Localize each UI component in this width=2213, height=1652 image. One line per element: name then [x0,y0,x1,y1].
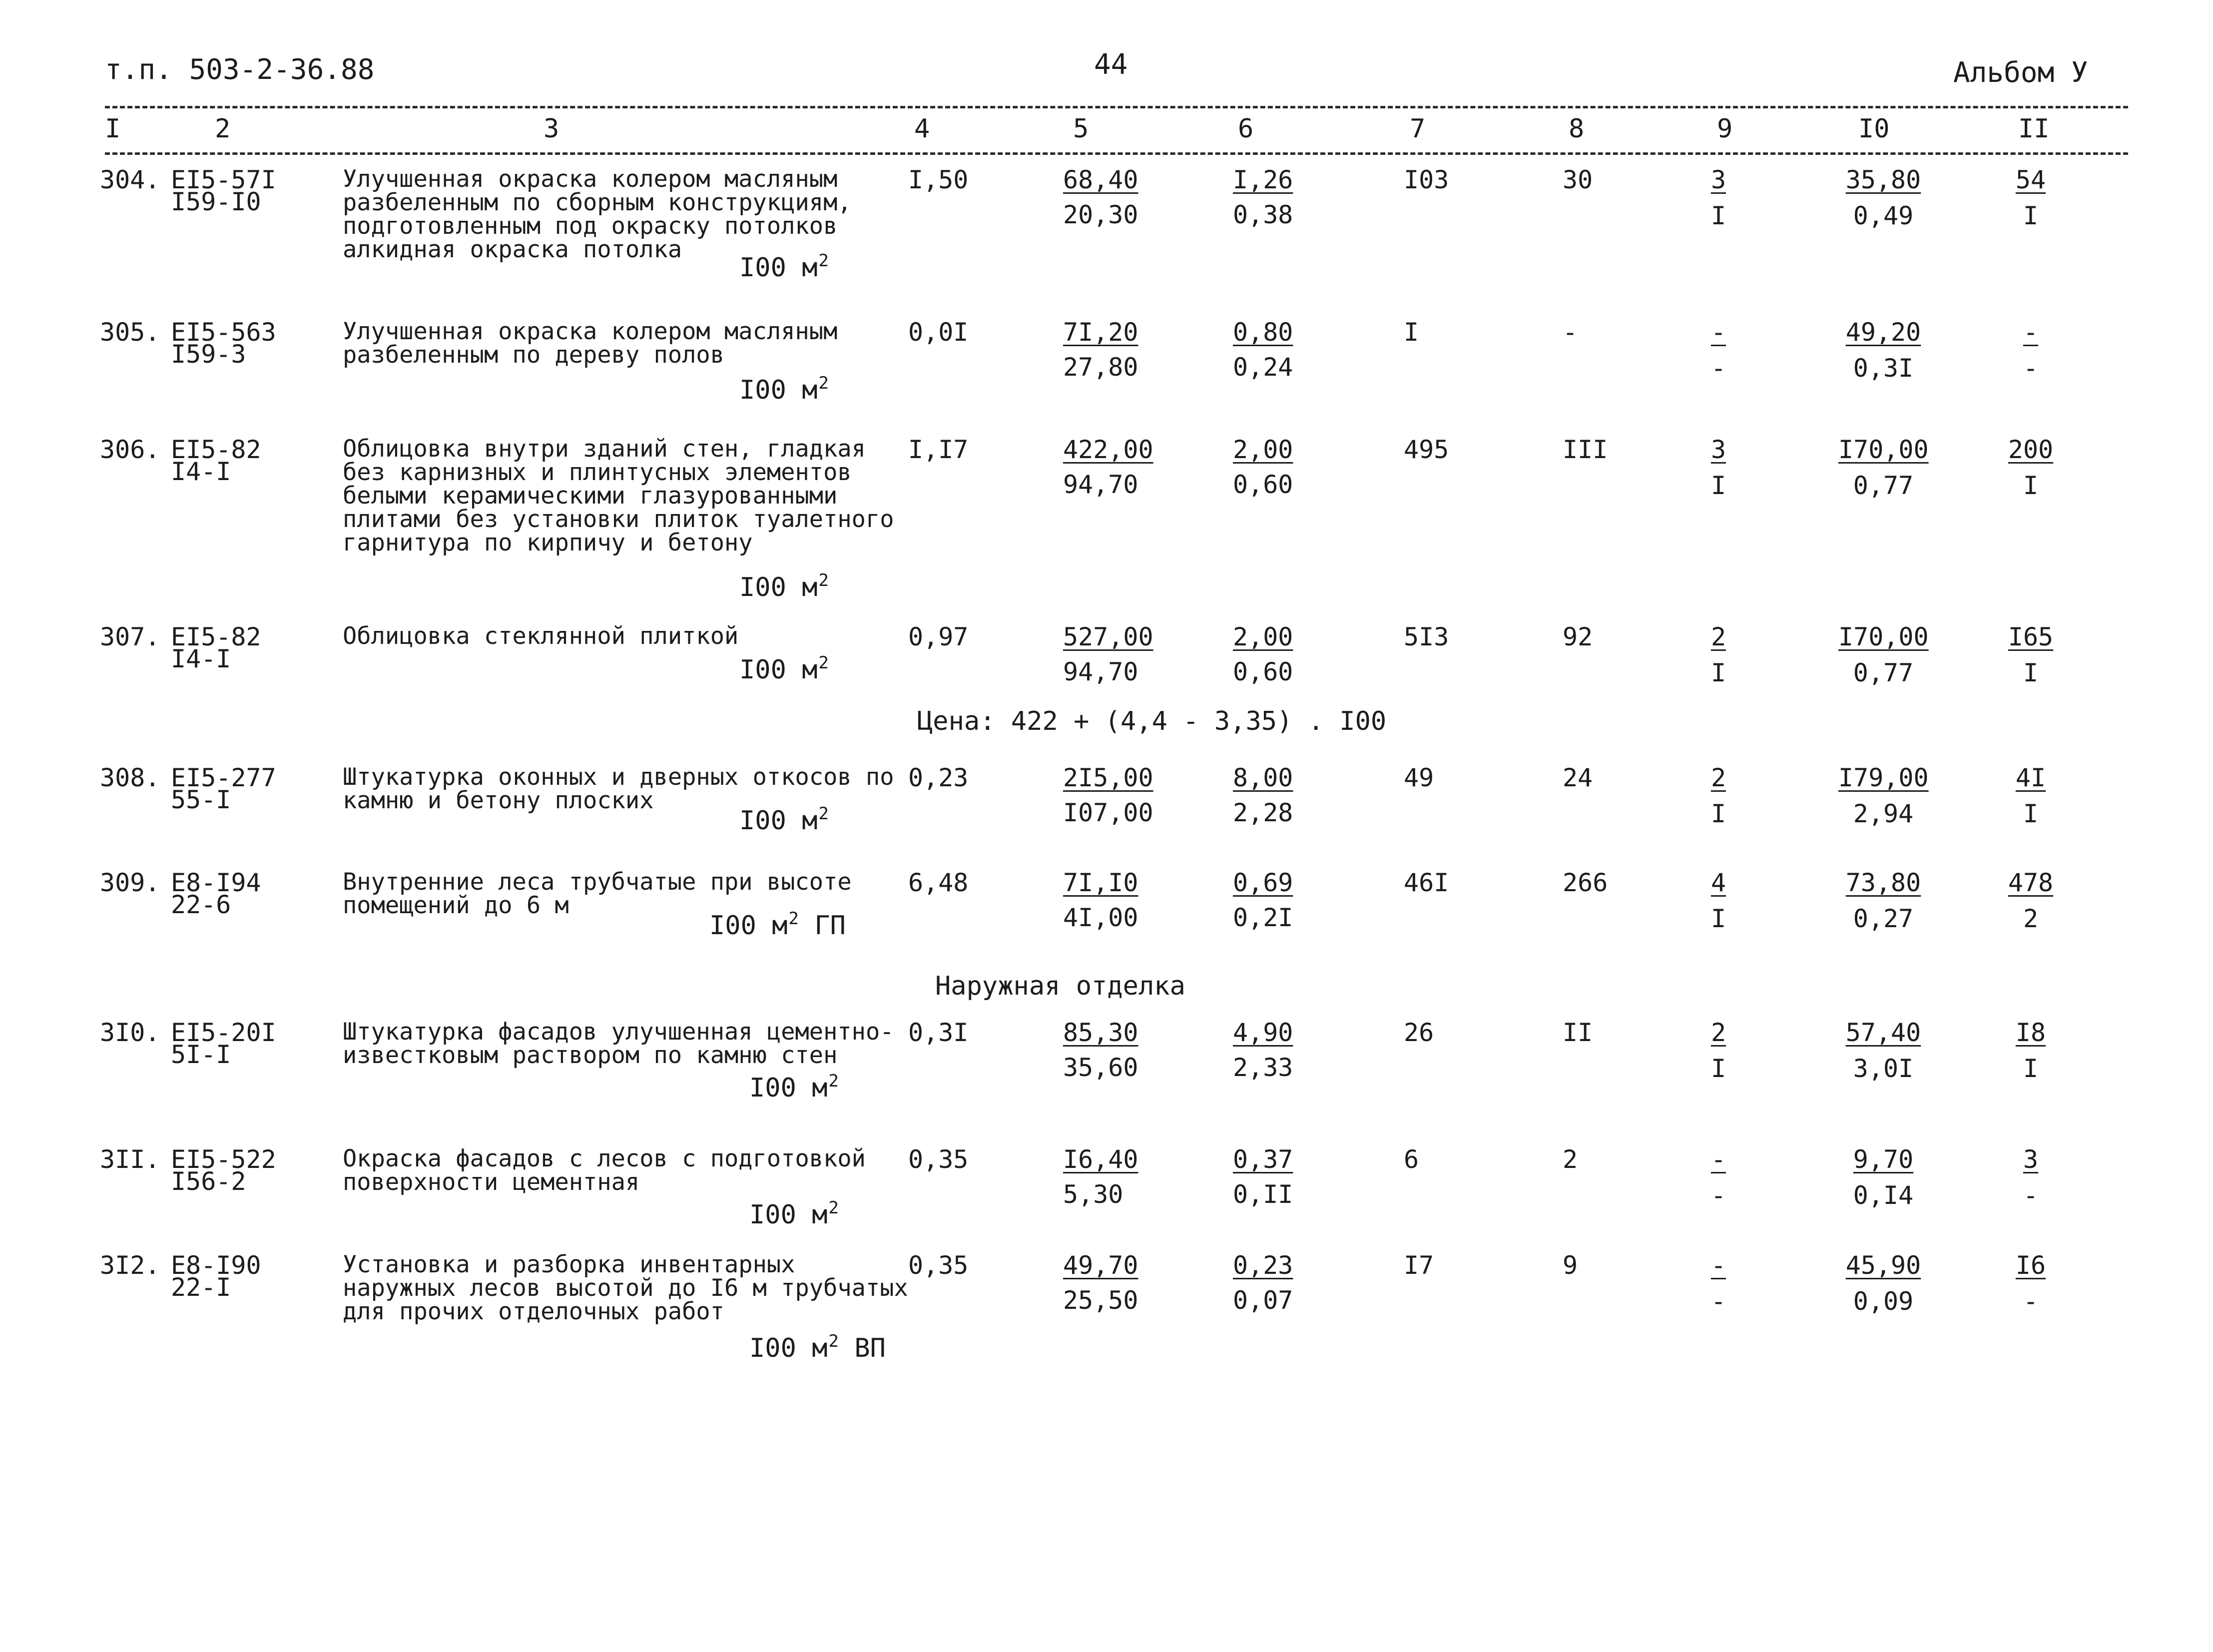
measure-unit-power: 2 [818,373,829,393]
doc-reference: т.п. 503-2-36.88 [105,53,375,86]
unit-cost-wages: 5,30 [1063,1180,1123,1209]
machine-total-numerator: 2 [1710,763,1726,792]
machine-cost-wages: 0,60 [1233,657,1293,686]
labor-per-unit [1838,320,1928,381]
quantity-value: 6,48 [908,868,969,897]
work-description: Улучшенная окраска колером масляным разбеленным по сборным конструкциям, подготовленным под окраску потолков алкидная окраска потолка [343,165,852,263]
row-number: 308. [100,763,160,792]
machine-total [1688,765,1748,826]
machine-total [1688,624,1748,685]
machine-total [1688,1253,1748,1314]
total-cost: 49 [1404,763,1434,792]
machine-cost-wages: 0,38 [1233,200,1293,229]
labor-per-unit-denominator: 0,I4 [1853,1181,1914,1210]
measure-unit-suffix: ГП [799,911,846,941]
row-number: 306. [100,435,160,464]
norm-subcode: 55-I [171,785,231,814]
machine-total-numerator: - [1710,1145,1726,1174]
row-number: 304. [100,165,160,194]
quantity-value: 0,0I [908,318,969,347]
column-number: I [105,114,121,144]
machine-cost-wages: 0,07 [1233,1286,1293,1315]
measure-unit [739,375,829,403]
machine-total-numerator: 2 [1710,1018,1726,1047]
total-cost: I03 [1404,165,1449,194]
labor-total [2003,624,2058,685]
norm-code: EI5-82 [171,435,261,464]
machine-total [1688,320,1748,381]
quantity-value: I,I7 [908,435,969,464]
unit-cost-wages: 94,70 [1063,657,1138,686]
quantity-value: 0,23 [908,763,969,792]
norm-subcode: I59-I0 [171,187,261,216]
column-number: 3 [544,114,559,144]
labor-per-unit [1838,1253,1928,1314]
labor-total-numerator: 3 [2023,1145,2039,1174]
labor-total [2003,870,2058,931]
total-wages: 24 [1563,763,1593,792]
labor-per-unit-numerator: 57,40 [1845,1018,1921,1047]
labor-per-unit-denominator: 0,77 [1853,471,1914,500]
machine-total-numerator: 2 [1710,622,1726,651]
measure-unit [749,1199,839,1228]
labor-per-unit-denominator: 0,27 [1853,904,1914,933]
labor-total-denominator: - [2023,1287,2039,1316]
norm-code: E8-I90 [171,1251,261,1280]
total-cost: I7 [1404,1251,1434,1280]
labor-per-unit-numerator: 35,80 [1845,165,1921,194]
labor-per-unit-numerator: I70,00 [1838,622,1929,651]
measure-unit [739,805,829,834]
labor-total [2003,437,2058,498]
total-wages: 266 [1563,868,1608,897]
measure-unit [739,572,829,600]
machine-cost-total: 0,23 [1233,1251,1293,1280]
measure-unit-text: I00 м [709,911,788,941]
labor-total-numerator: 478 [2008,868,2054,897]
unit-cost-total: 7I,I0 [1063,868,1138,897]
work-description: Штукатурка оконных и дверных откосов по камню и бетону плоских [343,763,894,814]
machine-total [1688,1147,1748,1208]
norm-code: EI5-563 [171,318,276,347]
labor-total-numerator: 200 [2008,435,2054,464]
measure-unit-power: 2 [818,251,829,271]
measure-unit-power: 2 [828,1331,839,1351]
machine-total-denominator: I [1710,799,1726,828]
labor-total [2003,765,2058,826]
machine-cost-wages: 0,24 [1233,353,1293,382]
machine-total-denominator: I [1710,658,1726,687]
row-number: 3II. [100,1145,160,1174]
norm-code: EI5-20I [171,1018,276,1047]
unit-cost-wages: 25,50 [1063,1286,1138,1315]
measure-unit-text: I00 м [749,1200,828,1230]
labor-per-unit [1838,167,1928,228]
norm-subcode: I4-I [171,457,231,486]
norm-code: E8-I94 [171,868,261,897]
machine-cost-total: 8,00 [1233,763,1293,792]
measure-unit-text: I00 м [749,1333,828,1363]
measure-unit [739,654,829,683]
norm-subcode: 5I-I [171,1040,231,1069]
labor-per-unit-denominator: 0,3I [1853,354,1914,383]
machine-total-denominator: - [1710,1181,1726,1210]
norm-subcode: I56-2 [171,1167,246,1196]
labor-total-denominator: I [2023,471,2039,500]
labor-total-denominator: I [2023,201,2039,230]
labor-per-unit [1838,870,1928,931]
unit-cost-total: 2I5,00 [1063,763,1153,792]
measure-unit-suffix: ВП [839,1333,886,1363]
machine-cost-total: 0,69 [1233,868,1293,897]
work-description: Облицовка внутри зданий стен, гладкая без карнизных и плинтусных элементов белыми керамическими глазурованными плитами без установки плиток туалетного гарнитура по кирпичу и бетону [343,435,894,556]
work-description: Окраска фасадов с лесов с подготовкой поверхности цементная [343,1145,866,1196]
norm-subcode: I4-I [171,644,231,673]
row-number: 309. [100,868,160,897]
labor-total-denominator: I [2023,799,2039,828]
price-note: Цена: 422 + (4,4 - 3,35) . I00 [917,706,1387,736]
machine-total [1688,1020,1748,1081]
labor-per-unit-denominator: 0,77 [1853,658,1914,687]
machine-total-denominator: I [1710,471,1726,500]
quantity-value: I,50 [908,165,969,194]
norm-subcode: I59-3 [171,340,246,369]
total-cost: 6 [1404,1145,1419,1174]
labor-total-numerator: I8 [2015,1018,2046,1047]
machine-cost-total: I,26 [1233,165,1293,194]
row-number: 307. [100,622,160,651]
unit-cost-total: 49,70 [1063,1251,1138,1280]
measure-unit [739,252,829,281]
measure-unit-power: 2 [828,1071,839,1091]
measure-unit [749,1073,839,1101]
labor-total-numerator: 4I [2015,763,2046,792]
machine-cost-wages: 2,28 [1233,798,1293,827]
total-wages: - [1563,318,1578,347]
labor-total-numerator: 54 [2015,165,2046,194]
measure-unit-power: 2 [788,909,799,929]
unit-cost-total: I6,40 [1063,1145,1138,1174]
labor-per-unit-denominator: 0,09 [1853,1287,1914,1316]
machine-total-numerator: - [1710,318,1726,347]
unit-cost-wages: 35,60 [1063,1053,1138,1082]
work-description: Внутренние леса трубчатые при высоте помещений до 6 м [343,868,852,919]
labor-per-unit-denominator: 2,94 [1853,799,1914,828]
norm-code: EI5-522 [171,1145,276,1174]
labor-total-denominator: 2 [2023,904,2039,933]
labor-per-unit [1838,1020,1928,1081]
measure-unit-power: 2 [828,1198,839,1218]
labor-per-unit [1838,624,1928,685]
quantity-value: 0,35 [908,1251,969,1280]
norm-subcode: 22-6 [171,890,231,919]
work-description: Установка и разборка инвентарных наружных лесов высотой до I6 м трубчатых для прочих отделочных работ [343,1251,908,1325]
measure-unit [749,1333,886,1361]
labor-per-unit-denominator: 0,49 [1853,201,1914,230]
machine-cost-wages: 2,33 [1233,1053,1293,1082]
machine-total-numerator: 4 [1710,868,1726,897]
measure-unit-text: I00 м [739,253,818,283]
unit-cost-total: 422,00 [1063,435,1153,464]
unit-cost-total: 85,30 [1063,1018,1138,1047]
row-number: 305. [100,318,160,347]
labor-per-unit-numerator: 49,20 [1845,318,1921,347]
norm-subcode: 22-I [171,1273,231,1302]
section-title: Наружная отделка [935,971,1185,1001]
header-top-rule [105,106,2128,108]
column-number: 8 [1569,114,1585,144]
labor-total [2003,320,2058,381]
header-bottom-rule [105,152,2128,155]
column-number: 7 [1410,114,1426,144]
labor-per-unit [1838,1147,1928,1208]
column-number: 6 [1238,114,1254,144]
unit-cost-total: 527,00 [1063,622,1153,651]
machine-cost-total: 0,80 [1233,318,1293,347]
labor-total-numerator: I65 [2008,622,2054,651]
row-number: 3I0. [100,1018,160,1047]
measure-unit-text: I00 м [749,1073,828,1103]
total-wages: II [1563,1018,1593,1047]
machine-total-denominator: I [1710,1054,1726,1083]
labor-total [2003,167,2058,228]
total-wages: III [1563,435,1608,464]
labor-per-unit-numerator: I79,00 [1838,763,1929,792]
labor-total-denominator: I [2023,1054,2039,1083]
machine-total-numerator: - [1710,1251,1726,1280]
machine-cost-wages: 0,II [1233,1180,1293,1209]
machine-cost-total: 4,90 [1233,1018,1293,1047]
total-wages: 2 [1563,1145,1578,1174]
total-cost: 26 [1404,1018,1434,1047]
machine-total-numerator: 3 [1710,165,1726,194]
unit-cost-total: 7I,20 [1063,318,1138,347]
work-description: Улучшенная окраска колером масляным разбеленным по дереву полов [343,318,838,369]
labor-total-denominator: - [2023,1181,2039,1210]
machine-cost-total: 2,00 [1233,622,1293,651]
labor-per-unit-numerator: 9,70 [1853,1145,1914,1174]
column-number: 4 [914,114,930,144]
measure-unit-text: I00 м [739,572,818,602]
labor-per-unit-numerator: 45,90 [1845,1251,1921,1280]
labor-total [2003,1147,2058,1208]
labor-per-unit-numerator: I70,00 [1838,435,1929,464]
labor-per-unit [1838,765,1928,826]
measure-unit-power: 2 [818,653,829,673]
row-number: 3I2. [100,1251,160,1280]
measure-unit-power: 2 [818,570,829,590]
unit-cost-total: 68,40 [1063,165,1138,194]
total-cost: I [1404,318,1419,347]
unit-cost-wages: 27,80 [1063,353,1138,382]
work-description: Штукатурка фасадов улучшенная цементно-известковым раствором по камню стен [343,1018,894,1069]
total-cost: 495 [1404,435,1449,464]
column-number: I0 [1858,114,1890,144]
labor-total-denominator: I [2023,658,2039,687]
machine-cost-total: 2,00 [1233,435,1293,464]
machine-total [1688,437,1748,498]
machine-total-denominator: I [1710,904,1726,933]
machine-total-denominator: I [1710,201,1726,230]
column-number: 5 [1073,114,1089,144]
work-description: Облицовка стеклянной плиткой [343,622,739,650]
labor-total-numerator: I6 [2015,1251,2046,1280]
unit-cost-wages: 20,30 [1063,200,1138,229]
machine-total [1688,870,1748,931]
total-cost: 5I3 [1404,622,1449,651]
machine-total [1688,167,1748,228]
labor-per-unit [1838,437,1928,498]
unit-cost-wages: I07,00 [1063,798,1153,827]
column-number: II [2018,114,2050,144]
machine-total-numerator: 3 [1710,435,1726,464]
measure-unit-text: I00 м [739,806,818,836]
norm-code: EI5-57I [171,165,276,194]
column-number: 9 [1717,114,1733,144]
machine-cost-wages: 0,60 [1233,470,1293,499]
measure-unit-text: I00 м [739,655,818,685]
quantity-value: 0,3I [908,1018,969,1047]
labor-per-unit-denominator: 3,0I [1853,1054,1914,1083]
norm-code: EI5-277 [171,763,276,792]
total-wages: 9 [1563,1251,1578,1280]
labor-total [2003,1020,2058,1081]
labor-per-unit-numerator: 73,80 [1845,868,1921,897]
column-number: 2 [215,114,231,144]
measure-unit-power: 2 [818,804,829,824]
total-wages: 92 [1563,622,1593,651]
measure-unit-text: I00 м [739,375,818,405]
machine-total-denominator: - [1710,1287,1726,1316]
total-wages: 30 [1563,165,1593,194]
labor-total [2003,1253,2058,1314]
machine-total-denominator: - [1710,354,1726,383]
total-cost: 46I [1404,868,1449,897]
machine-cost-total: 0,37 [1233,1145,1293,1174]
unit-cost-wages: 94,70 [1063,470,1138,499]
labor-total-denominator: - [2023,354,2039,383]
quantity-value: 0,97 [908,622,969,651]
labor-total-numerator: - [2023,318,2039,347]
page-number: 44 [1094,48,1128,81]
quantity-value: 0,35 [908,1145,969,1174]
album-label: Альбом У [1953,56,2088,89]
machine-cost-wages: 0,2I [1233,903,1293,932]
unit-cost-wages: 4I,00 [1063,903,1138,932]
norm-code: EI5-82 [171,622,261,651]
measure-unit [709,910,846,939]
